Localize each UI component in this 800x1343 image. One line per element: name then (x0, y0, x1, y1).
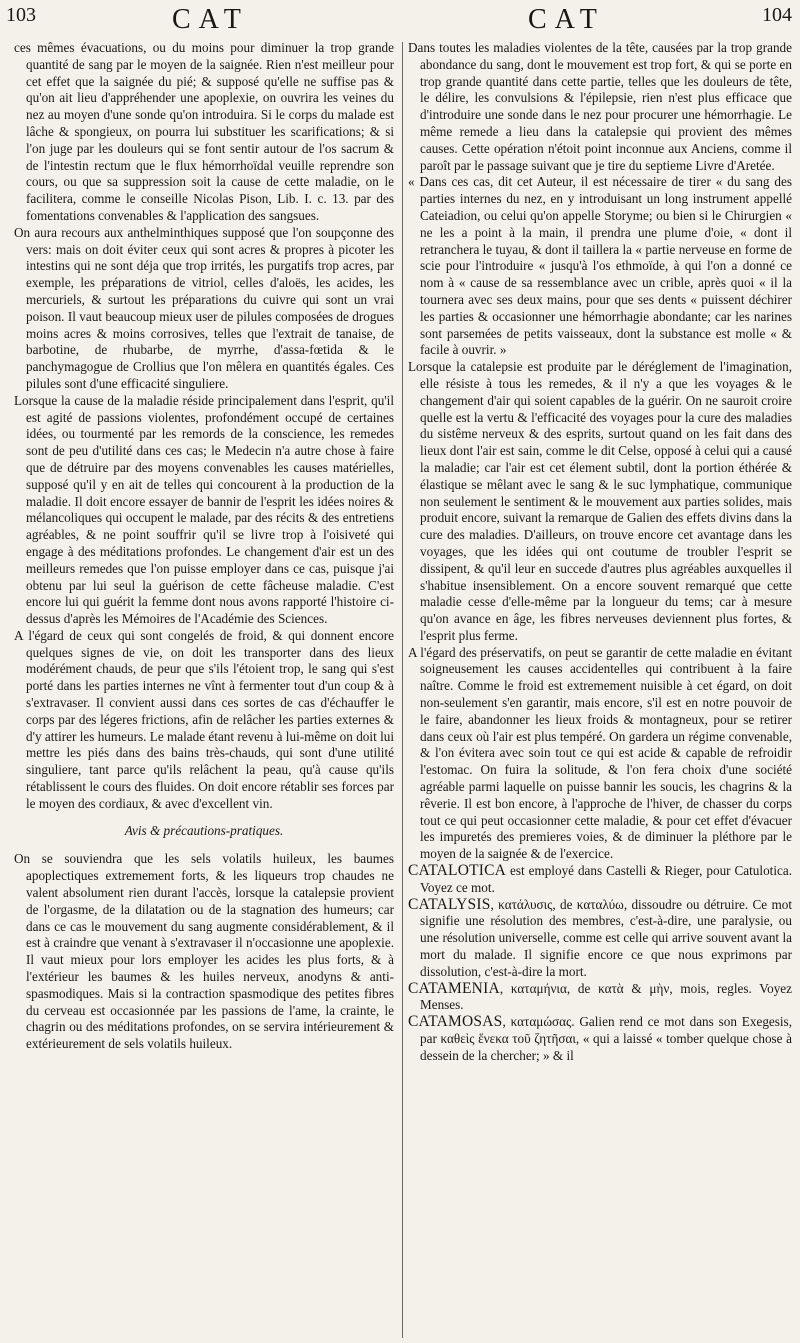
paragraph: On se souviendra que les sels volatils huileux, les baumes apoplectiques extremement forts, & les liqueurs trop chaudes ne valent absolument rien durant l'accès, lorsque la catalepsie provient de l'orgasme, de la dilatation ou de la stagnation des humeurs; car dans ce cas le mouvement du sang augmente considérablement, & il est à craindre que venant à s'extravaser il n'occasionne une apoplexie. Il vaut mieux pour lors employer les acides les plus forts, & à l'extérieur les baumes & les huiles nerveux, anodyns & anti-spasmodiques. Mais si la contraction spasmodique des petites fibres du cerveau est occasionnée par les passions de l'ame, la crainte, le chagrin ou des méditations profondes, on se servira intérieurement & extérieurement de sels volatils huileux. (14, 851, 394, 1052)
entry-text: est employé dans Castelli & Rieger, pour Catulotica. Voyez ce mot. (420, 863, 792, 895)
dictionary-entry (408, 897, 792, 981)
paragraph: On aura recours aux anthelminthiques supposé que l'on soupçonne des vers: mais on doit éviter ceux qui sont acres & propres à picoter les intestins qui ne sont déja que trop irrités, les purgatifs trop acres, par exemple, les préparations de vitriol, celles d'aloës, les acides, les mercuriels, & surtout les préparations du cuivre qui sont un vrai poison. Il vaut beaucoup mieux user de pilules composées de drogues moins acres & moins corrosives, telles que l'extrait de tanaise, de barbotine, de rhubarbe, de myrrhe, d'assa-fœtida & le panchymagogue de Crollius que l'on mêlera en quantités égales. Ces pilules sont d'une efficacité singuliere. (14, 224, 394, 391)
paragraph: Lorsque la cause de la maladie réside principalement dans l'esprit, qu'il est agité de passions violentes, profondément occupé de certaines idées, ou tourmenté par les remords de la conscience, les remedes sont de peu d'utilité dans ces cas; le Medecin n'a autre chose à faire que de détruire par des moyens convenables les causes matérielles, supposé qu'il y en ait de telles qui concourent à la production de la maladie. Il doit encore essayer de bannir de l'esprit les idées noires & mélancoliques qui occupent le malade, par des récits & des entretiens agréables, & ne point souffrir qu'il se livre trop à l'oisiveté qui engage à des méditations profondes. Le changement d'air est un des meilleurs remedes que l'on puisse employer dans ce cas, puisque j'ai obtenu par lui seul la guérison de cette fâcheuse maladie. C'est encore lui qui guérit la femme dont nous avons rapporté l'histoire ci-dessus d'après les Mémoires de l'Académie des Sciences. (14, 392, 394, 627)
entry-term: CATALYSIS (408, 895, 491, 913)
entry-text: , καταμώσας. Galien rend ce mot dans son Exegesis, par καθεὶς ἕνεκα τοῦ ζητῆσαι, « qui a laissé « tomber quelque chose à dessein de la chercher; » & il (420, 1014, 792, 1063)
page-number-right: 104 (762, 4, 792, 26)
entry-text: , κατάλυσις, de καταλύω, dissoudre ou détruire. Ce mot signifie une résolution des membres, c'est-à-dire, une paralysie, ou une résolution universelle, comme est celle qui arrive souvent avant la mort du malade. Il signifie encore ce que nous exprimons par dissolution, c'est-à-dire la mort. (420, 896, 792, 979)
dictionary-entry (408, 863, 792, 897)
paragraph: ces mêmes évacuations, ou du moins pour diminuer la trop grande quantité de sang par le moyen de la saignée. Rien n'est meilleur pour cet effet que la saignée du pié; & supposé qu'elle ne suffise pas & qu'on ait lieu d'appréhender une apoplexie, on ouvrira les veines du nez au moyen d'une sonde qu'on introduira. Si le corps du malade est lâche & spongieux, on pourra lui substituer les scarifications; & si l'on juge par les douleurs qui se font sentir autour de l'os sacrum & de l'intestin rectum que le flux hémorrhoïdal veuille reprendre son cours, ou que sa suppression soit la cause de cette maladie, on le facilitera, comme le conseille Nicolas Pison, Lib. I. c. 13. par des fomentations convenables & l'application des sangsues. (14, 40, 394, 223)
paragraph: Dans toutes les maladies violentes de la tête, causées par la trop grande abondance du sang, dont le mouvement est trop fort, & qui se porte en trop grande quantité dans cette partie, telles que les douleurs de tête, le délire, les convulsions & l'épilepsie, rien n'est plus efficace que d'introduire une sonde dans le nez pour procurer une hémorrhagie. Le même remede a lieu dans la catalepsie qui provient des mêmes causes. Cette opération n'étoit point inconnue aux Anciens, comme il paroît par le passage suivant que je tire du septieme Livre d'Aretée. (408, 40, 792, 173)
running-headword-right: CAT (528, 4, 605, 35)
section-heading: Avis & précautions-pratiques. (124, 822, 284, 838)
entry-text: , καταμήνια, de κατὰ & μὴν, mois, regles. Voyez Menses. (420, 980, 792, 1013)
right-column (408, 40, 792, 1340)
paragraph: A l'égard des préservatifs, on peut se garantir de cette maladie en évitant soigneusement les causes accidentelles qui contribuent à la faire naître. Comme le froid est extremement nuisible à cet égard, on doit non-seulement s'en garantir, mais encore, s'il est en notre pouvoir de le faire, abandonner les lieux froids & montagneux, pour se retirer dans ceux où l'air est plus tempéré. On gardera un régime convenable, & l'on évitera avec soin tout ce qui est acide & capable de refroidir l'estomac. On fuira la solitude, & l'on fera choix d'une société agréable parmi laquelle on puisse bannir les soucis, les chagrins & la rêverie. Il est bon encore, à l'approche de l'hiver, de chasser du corps tout ce qui peut occasionner cette maladie, & pour cet effet d'évacuer les impuretés des premieres voies, & de diminuer la pléthore par le moyen de la saignée & de l'exercice. (408, 644, 792, 862)
dictionary-entry (408, 1014, 792, 1064)
entry-term: CATAMENIA (408, 979, 500, 997)
column-divider (402, 42, 403, 1338)
left-column (14, 40, 394, 1340)
dictionary-entry (408, 981, 792, 1015)
running-headword-left: CAT (172, 4, 249, 35)
entry-term: CATALOTICA (408, 862, 507, 880)
page-number-left: 103 (6, 4, 36, 26)
running-header (0, 0, 800, 40)
paragraph: Lorsque la catalepsie est produite par le déréglement de l'imagination, elle résiste à tous les remedes, & il n'y a que les voyages & le changement d'air qui soient capables de la guérir. On ne sauroit croire quelle est la vertu & l'efficacité des voyages pour la cure des maladies du sistême nerveux & des esprits, surtout quand on les fait dans des lieux dont l'air est sain, comme le dit Celse, opposé à celui qui a causé la maladie; car l'air est cet élement subtil, dont la portion éthérée & élastique se mêlant avec le sang & le suc lymphatique, communique non seulement le sentiment & le mouvement aux parties solides, mais produit encore, suivant la remarque de Galien des effets divins dans la cure des maladies. D'ailleurs, on trouve encore cet avantage dans les voyages, que les idées qui ont coutume de troubler l'esprit se dissipent, & qu'il leur en succede d'autres plus agréables auxquelles il s'habitue insensiblement. On a encore souvent remarqué que cette maladie cesse d'elle-même par la longueur du tems; car à mesure qu'on avance en âge, les fibres nerveuses deviennent plus fortes, & l'esprit plus ferme. (408, 359, 792, 643)
paragraph: A l'égard de ceux qui sont congelés de froid, & qui donnent encore quelques signes de vie, on doit les transporter dans des lieux modérément chauds, de peur que s'ils l'étoient trop, le sang qui s'est porté dans les parties internes ne vînt à fermenter tout d'un coup & à s'extravaser. Il convient aussi dans ces sortes de cas d'échauffer le corps par des légeres frictions, afin de relâcher les parties externes & d'y attirer les humeurs. Le malade étant revenu à lui-même on doit lui mettre les piés dans des bains très-chauds, qui sont d'une utilité singuliere, tant parce qu'ils relâchent la peau, qu'à cause qu'ils rétablissent le cours des fluides. On doit encore rétablir ses forces par le moyen des cordiaux, & avec d'excellent vin. (14, 627, 394, 811)
quotation: « Dans ces cas, dit cet Auteur, il est nécessaire de tirer « du sang des parties internes du nez, en y introduisant un long instrument appellé Cateiadion, ou celui qu'on appelle Storyme; ou bien si le Chirurgien « ne les a point à la main, il prendra une plume d'oie, « dont il retranchera le tuyau, & dont il taillera la « partie nerveuse en forme de scie pour l'introduire « jusqu'à l'os ethmoïde, à qui l'on a donné ce nom à « cause de sa ressemblance avec un crible, après quoi « il la tournera avec ses deux mains, pour que ses dents « puissent déchirer les parties & occasionner une hémorrhagie abondante; car les narines sont parsemées de petits vaisseaux, dont la substance est molle « & facile à ouvrir. » (408, 174, 792, 358)
entry-term: CATAMOSAS (408, 1013, 503, 1031)
